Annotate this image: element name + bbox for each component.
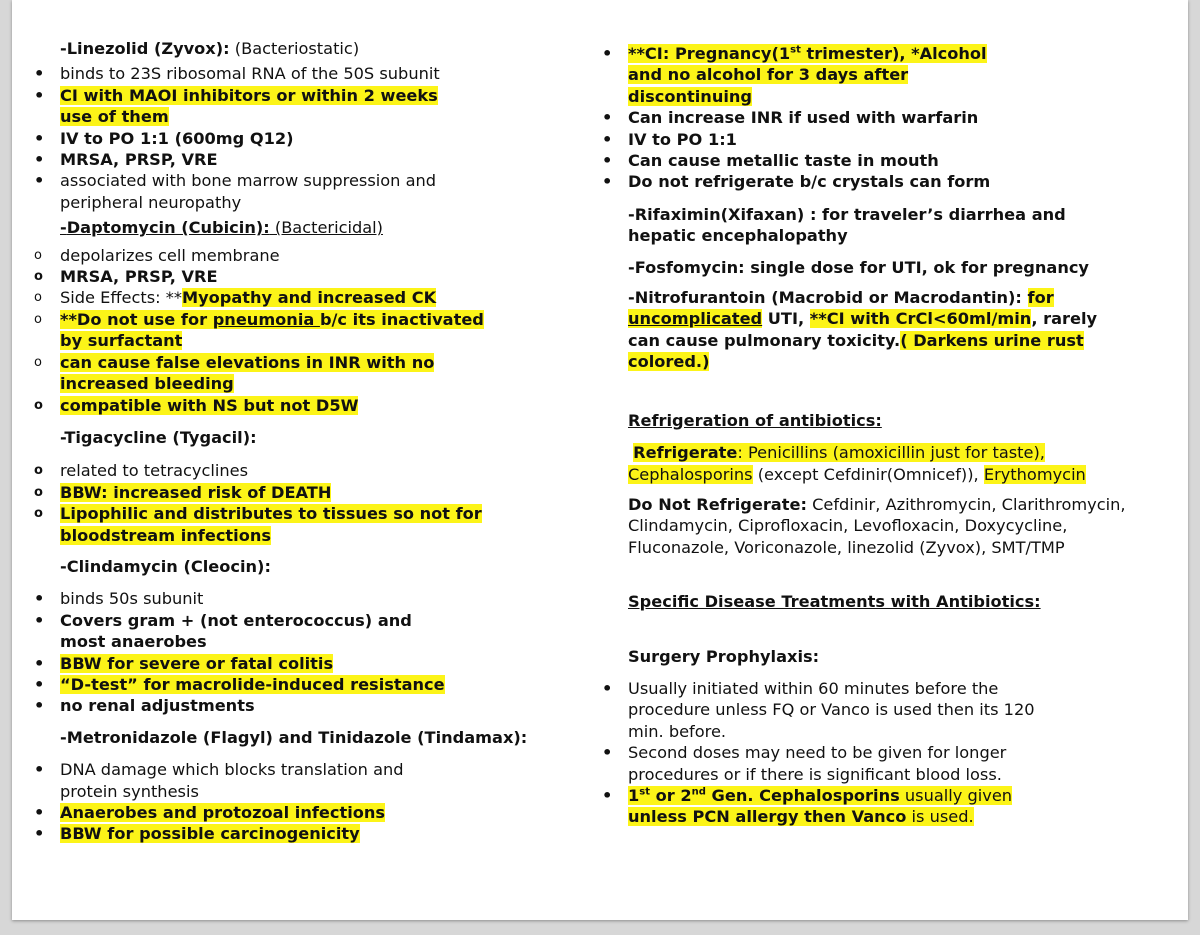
- rifaximin-paragraph: -Rifaximin(Xifaxan) : for traveler’s diarrhea and hepatic encephalopathy: [628, 204, 1066, 246]
- refrigerate-paragraph: Refrigerate: Penicillins (amoxicillin just for taste), Cephalosporins (except Cefdinir(Omnicef)), Erythomycin: [628, 443, 1086, 484]
- tigacycline-heading: -Tigacycline (Tygacil):: [60, 427, 257, 447]
- list-item: • Covers gram + (not enterococcus) and most anaerobes: [60, 610, 620, 653]
- list-item: • binds to 23S ribosomal RNA of the 50S subunit: [60, 63, 620, 84]
- list-item: • MRSA, PRSP, VRE: [60, 149, 620, 170]
- list-item: o related to tetracyclines: [60, 460, 620, 481]
- fosfomycin-paragraph: -Fosfomycin: single dose for UTI, ok for pregnancy: [628, 257, 1089, 277]
- metronidazole-list: [60, 759, 620, 845]
- metronidazole-heading: -Metronidazole (Flagyl) and Tinidazole (Tindamax):: [60, 727, 528, 747]
- list-item: • IV to PO 1:1 (600mg Q12): [60, 128, 620, 149]
- list-item: • Anaerobes and protozoal infections: [60, 802, 620, 823]
- list-item: • 1st or 2nd Gen. Cephalosporins usually given unless PCN allergy then Vanco is used.: [628, 785, 1148, 828]
- list-item: • Can increase INR if used with warfarin: [628, 107, 1148, 128]
- list-item: o depolarizes cell membrane: [60, 245, 620, 266]
- daptomycin-heading: -Daptomycin (Cubicin): (Bactericidal): [60, 218, 383, 238]
- metronidazole-continued-list: [628, 43, 1148, 193]
- list-item: o Side Effects: **Myopathy and increased CK: [60, 287, 620, 308]
- list-item: • CI with MAOI inhibitors or within 2 weeks use of them: [60, 85, 620, 128]
- list-item: o **Do not use for pneumonia b/c its inactivated by surfactant: [60, 309, 620, 352]
- list-item: • associated with bone marrow suppression and peripheral neuropathy: [60, 170, 620, 213]
- list-item: • IV to PO 1:1: [628, 129, 1148, 150]
- daptomycin-section: [60, 217, 620, 416]
- linezolid-list: [60, 63, 620, 213]
- list-item: • DNA damage which blocks translation and protein synthesis: [60, 759, 620, 802]
- list-item: • Can cause metallic taste in mouth: [628, 150, 1148, 171]
- list-item: • BBW for possible carcinogenicity: [60, 823, 620, 844]
- surgery-prophylaxis-list: [628, 678, 1148, 828]
- linezolid-heading: -Linezolid (Zyvox): (Bacteriostatic): [60, 39, 360, 58]
- clindamycin-section: [60, 556, 620, 717]
- list-item: • BBW for severe or fatal colitis: [60, 653, 620, 674]
- left-column: [60, 38, 620, 845]
- clindamycin-heading: -Clindamycin (Cleocin):: [60, 556, 271, 576]
- list-item: • Second doses may need to be given for longer procedures or if there is significant blood loss.: [628, 742, 1148, 785]
- clindamycin-list: [60, 588, 620, 716]
- list-item: • **CI: Pregnancy(1st trimester), *Alcohol and no alcohol for 3 days after discontinuing: [628, 43, 1148, 107]
- metronidazole-section: [60, 727, 620, 845]
- list-item: o BBW: increased risk of DEATH: [60, 482, 620, 503]
- document-page: [12, 0, 1188, 920]
- linezolid-section: [60, 38, 620, 213]
- right-column: [628, 43, 1148, 828]
- list-item: • no renal adjustments: [60, 695, 620, 716]
- list-item: o can cause false elevations in INR with no increased bleeding: [60, 352, 620, 395]
- specific-treatments-heading: Specific Disease Treatments with Antibiotics:: [628, 592, 1041, 612]
- list-item: • Do not refrigerate b/c crystals can form: [628, 171, 1148, 192]
- nitrofurantoin-paragraph: -Nitrofurantoin (Macrobid or Macrodantin): for uncomplicated UTI, **CI with CrCl<60ml/min, rarely can cause pulmonary toxicity.( Darkens urine rust colored.): [628, 288, 1098, 372]
- tigacycline-list: [60, 460, 620, 546]
- list-item: • Usually initiated within 60 minutes before the procedure unless FQ or Vanco is used then its 120 min. before.: [628, 678, 1148, 742]
- refrigeration-heading: Refrigeration of antibiotics:: [628, 410, 882, 430]
- list-item: • “D-test” for macrolide-induced resistance: [60, 674, 620, 695]
- list-item: o Lipophilic and distributes to tissues so not for bloodstream infections: [60, 503, 620, 546]
- do-not-refrigerate-paragraph: Do Not Refrigerate: Cefdinir, Azithromycin, Clarithromycin, Clindamycin, Ciprofloxacin, Levofloxacin, Doxycycline, Fluconazole, Voriconazole, linezolid (Zyvox), SMT/TMP: [628, 494, 1126, 557]
- list-item: o compatible with NS but not D5W: [60, 395, 620, 416]
- surgery-prophylaxis-heading: Surgery Prophylaxis:: [628, 646, 820, 666]
- list-item: o MRSA, PRSP, VRE: [60, 266, 620, 287]
- list-item: • binds 50s subunit: [60, 588, 620, 609]
- tigacycline-section: [60, 427, 620, 546]
- daptomycin-list: [60, 245, 620, 416]
